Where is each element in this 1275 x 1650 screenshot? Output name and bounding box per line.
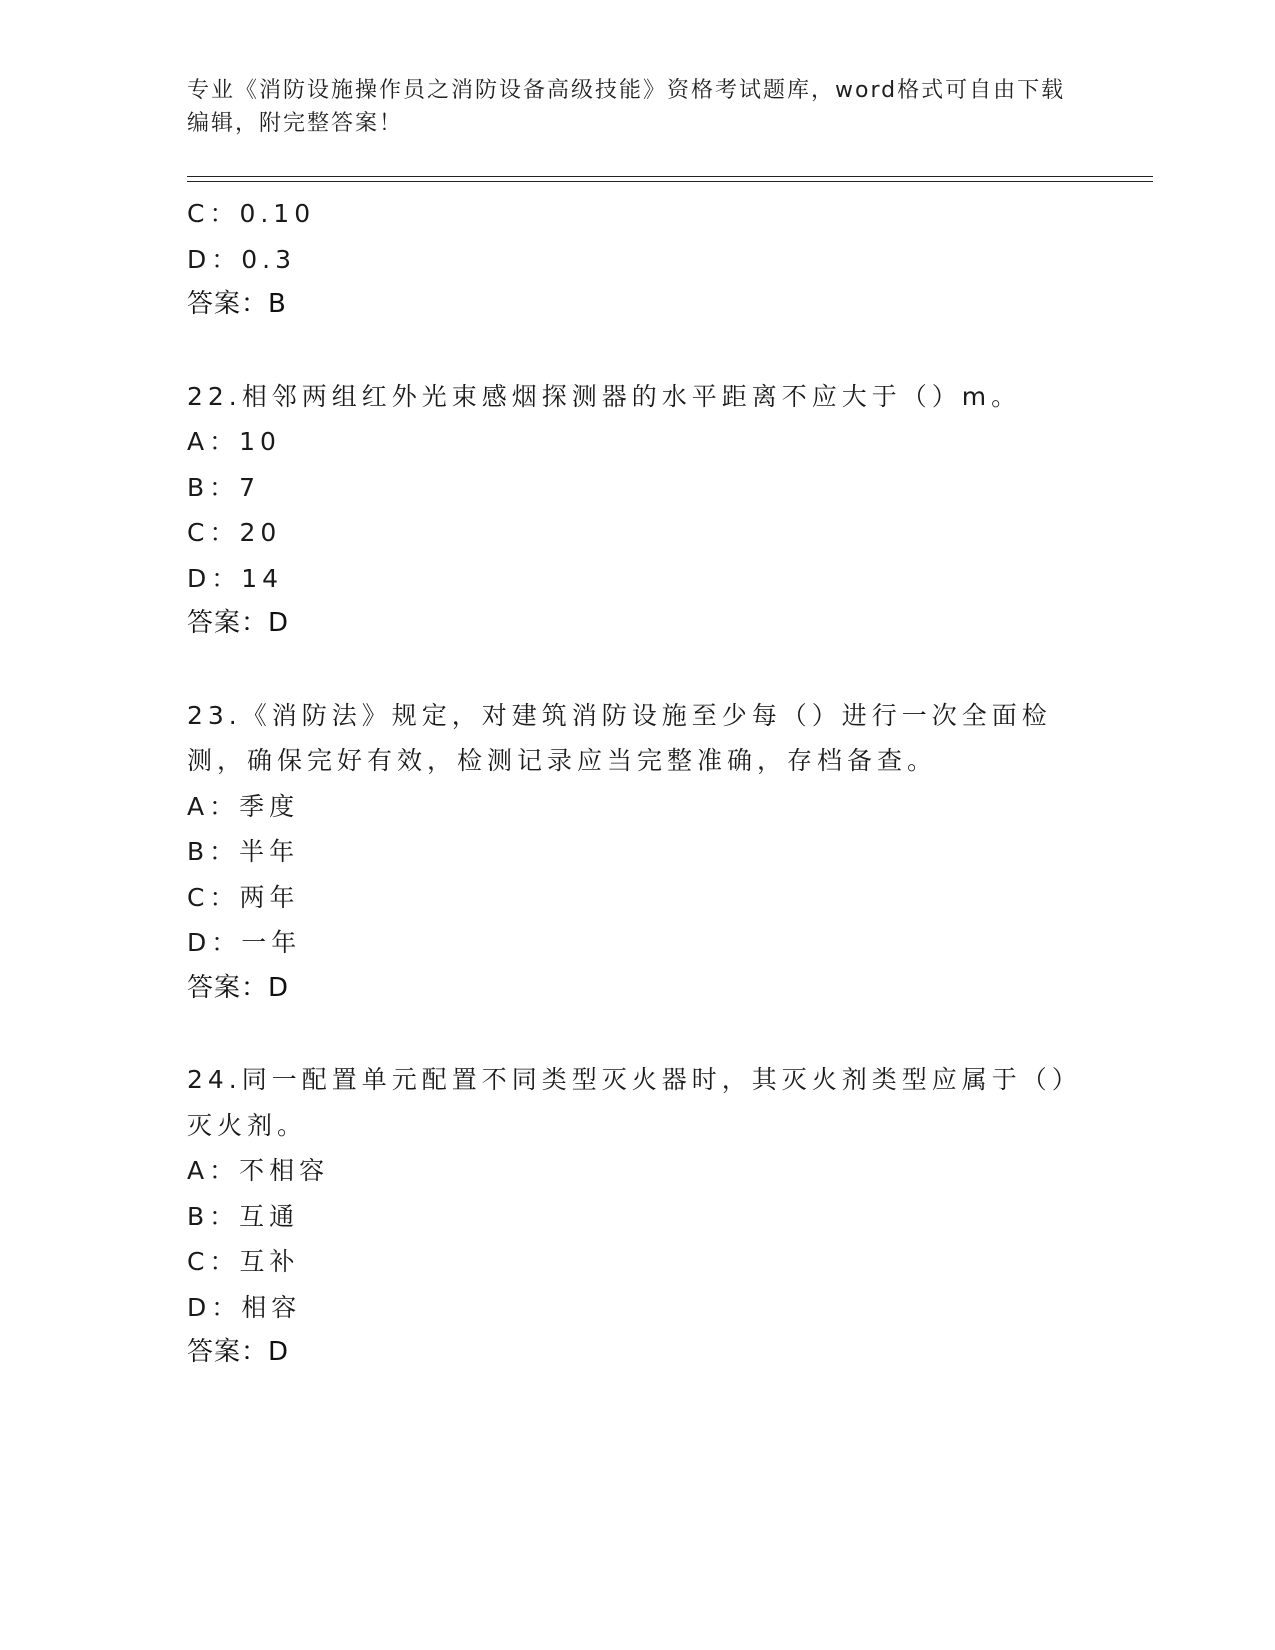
question-text: 24.同一配置单元配置不同类型灭火器时，其灭火剂类型应属于（）灭火剂。 — [187, 1065, 1082, 1140]
option-d: D：一年 — [187, 928, 302, 957]
spacer — [187, 1011, 1087, 1057]
spacer — [187, 647, 1087, 693]
spacer — [187, 328, 1087, 374]
header-divider-bottom — [187, 181, 1153, 182]
option-a: A：10 — [187, 427, 281, 456]
answer-line: 答案：B — [187, 289, 287, 319]
header-divider-top — [187, 176, 1153, 177]
question-text: 22.相邻两组红外光束感烟探测器的水平距离不应大于（）m。 — [187, 381, 1022, 411]
answer-line: 答案：D — [187, 972, 290, 1003]
document-header: 专业《消防设施操作员之消防设备高级技能》资格考试题库，word格式可自由下载编辑，附完整答案！ — [187, 78, 1066, 136]
option-b: B：半年 — [187, 837, 300, 866]
question-text: 23.《消防法》规定，对建筑消防设施至少每（）进行一次全面检测，确保完好有效，检测记录应当完整准确，存档备查。 — [187, 700, 1052, 775]
option-c: C：互补 — [187, 1247, 300, 1276]
option-a: A：不相容 — [187, 1156, 330, 1185]
option-b: B：互通 — [187, 1201, 300, 1231]
question-list — [187, 191, 1087, 1376]
question-23 — [187, 693, 1087, 1012]
option-c: C：两年 — [187, 882, 300, 912]
question-22 — [187, 374, 1087, 647]
option-c: C：0.10 — [187, 199, 316, 228]
previous-question-tail — [187, 191, 1087, 328]
option-d: D：相容 — [187, 1292, 302, 1322]
question-24 — [187, 1057, 1087, 1376]
option-d: D：14 — [187, 563, 284, 593]
option-c: C：20 — [187, 518, 282, 547]
option-d: D：0.3 — [187, 244, 297, 274]
answer-line: 答案：D — [187, 1337, 290, 1367]
answer-line: 答案：D — [187, 608, 290, 638]
option-b: B：7 — [187, 472, 261, 502]
option-a: A：季度 — [187, 791, 300, 821]
